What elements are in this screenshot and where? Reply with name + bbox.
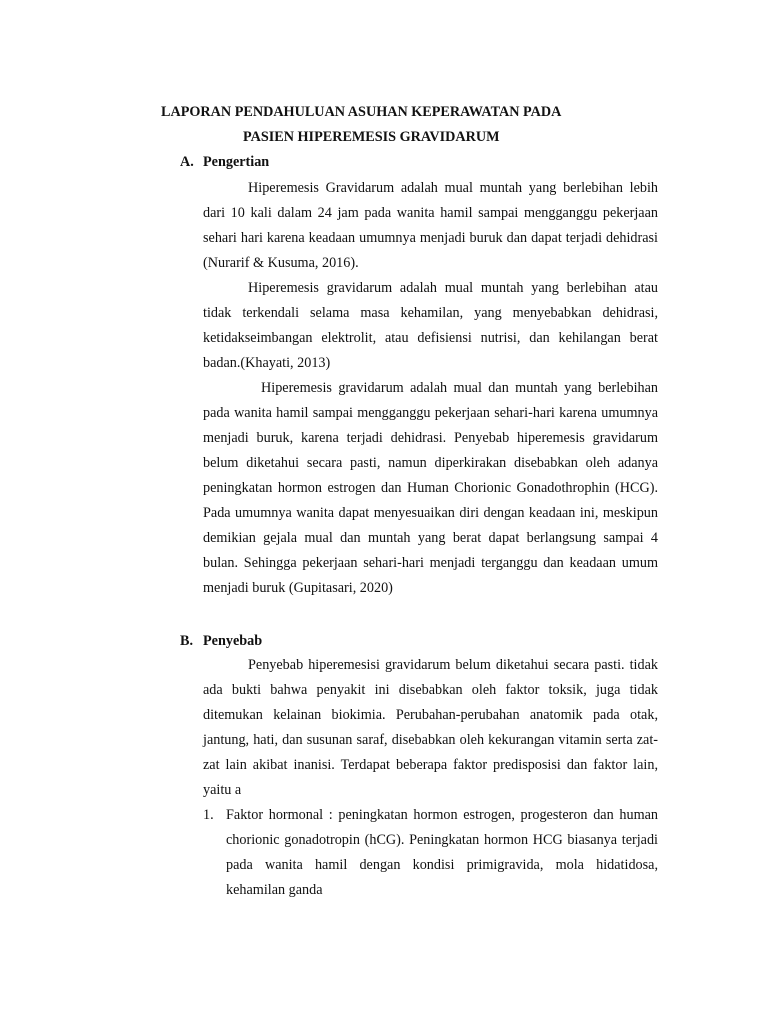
document-title-line-2: PASIEN HIPEREMESIS GRAVIDARUM — [243, 129, 500, 145]
section-a-letter: A. — [180, 154, 194, 170]
section-a-paragraph-2: Hiperemesis gravidarum adalah mual muntah yang berlebihan atau tidak terkendali selama masa kehamilan, yang menyebabkan dehidrasi, ketidakseimbangan elektrolit, atau defisiensi nutrisi, dan kehilangan berat badan.(Khayati, 2013) — [203, 280, 658, 371]
list-item — [203, 803, 658, 903]
section-b-paragraph: Penyebab hiperemesisi gravidarum belum diketahui secara pasti. tidak ada bukti bahwa penyakit ini disebabkan oleh faktor toksik, juga tidak ditemukan kelainan biokimia. Perubahan-perubahan anatomik pada otak, jantung, hati, dan susunan saraf, disebabkan oleh kekurangan vitamin serta zat-zat lain akibat inanisi. Terdapat beberapa faktor predisposisi dan faktor lain, yaitu a — [203, 657, 658, 798]
list-item-text: Faktor hormonal : peningkatan hormon estrogen, progesteron dan human chorionic gonadotropin (hCG). Peningkatan hormon HCG biasanya terjadi pada wanita hamil dengan kondisi primigravida, mola hidatidosa, kehamilan ganda — [226, 807, 658, 898]
section-a-paragraph-3: Hiperemesis gravidarum adalah mual dan muntah yang berlebihan pada wanita hamil sampai mengganggu pekerjaan sehari-hari karena umumnya menjadi buruk, karena terjadi dehidrasi. Penyebab hiperemesis gravidarum belum diketahui secara pasti, namun diperkirakan disebabkan oleh adanya peningkatan hormon estrogen dan Human Chorionic Gonadothrophin (HCG). Pada umumnya wanita dapat menyesuaikan diri dengan keadaan ini, meskipun demikian gejala mual dan muntah yang berat dapat berlangsung sampai 4 bulan. Sehingga pekerjaan sehari-hari menjadi terganggu dan keadaan umum menjadi buruk (Gupitasari, 2020) — [203, 380, 658, 596]
list-item-number: 1. — [203, 807, 214, 823]
section-b-title: Penyebab — [203, 633, 263, 649]
section-a-heading — [180, 154, 269, 171]
section-a-title: Pengertian — [203, 154, 270, 170]
section-a-paragraph-1: Hiperemesis Gravidarum adalah mual muntah yang berlebihan lebih dari 10 kali dalam 24 jam pada wanita hamil sampai mengganggu pekerjaan sehari hari karena keadaan umumnya menjadi buruk dan dapat terjadi dehidrasi (Nurarif & Kusuma, 2016). — [203, 180, 658, 271]
document-title-line-1: LAPORAN PENDAHULUAN ASUHAN KEPERAWATAN PADA — [161, 104, 562, 120]
section-b-letter: B. — [180, 633, 194, 649]
section-b-heading — [180, 633, 262, 650]
